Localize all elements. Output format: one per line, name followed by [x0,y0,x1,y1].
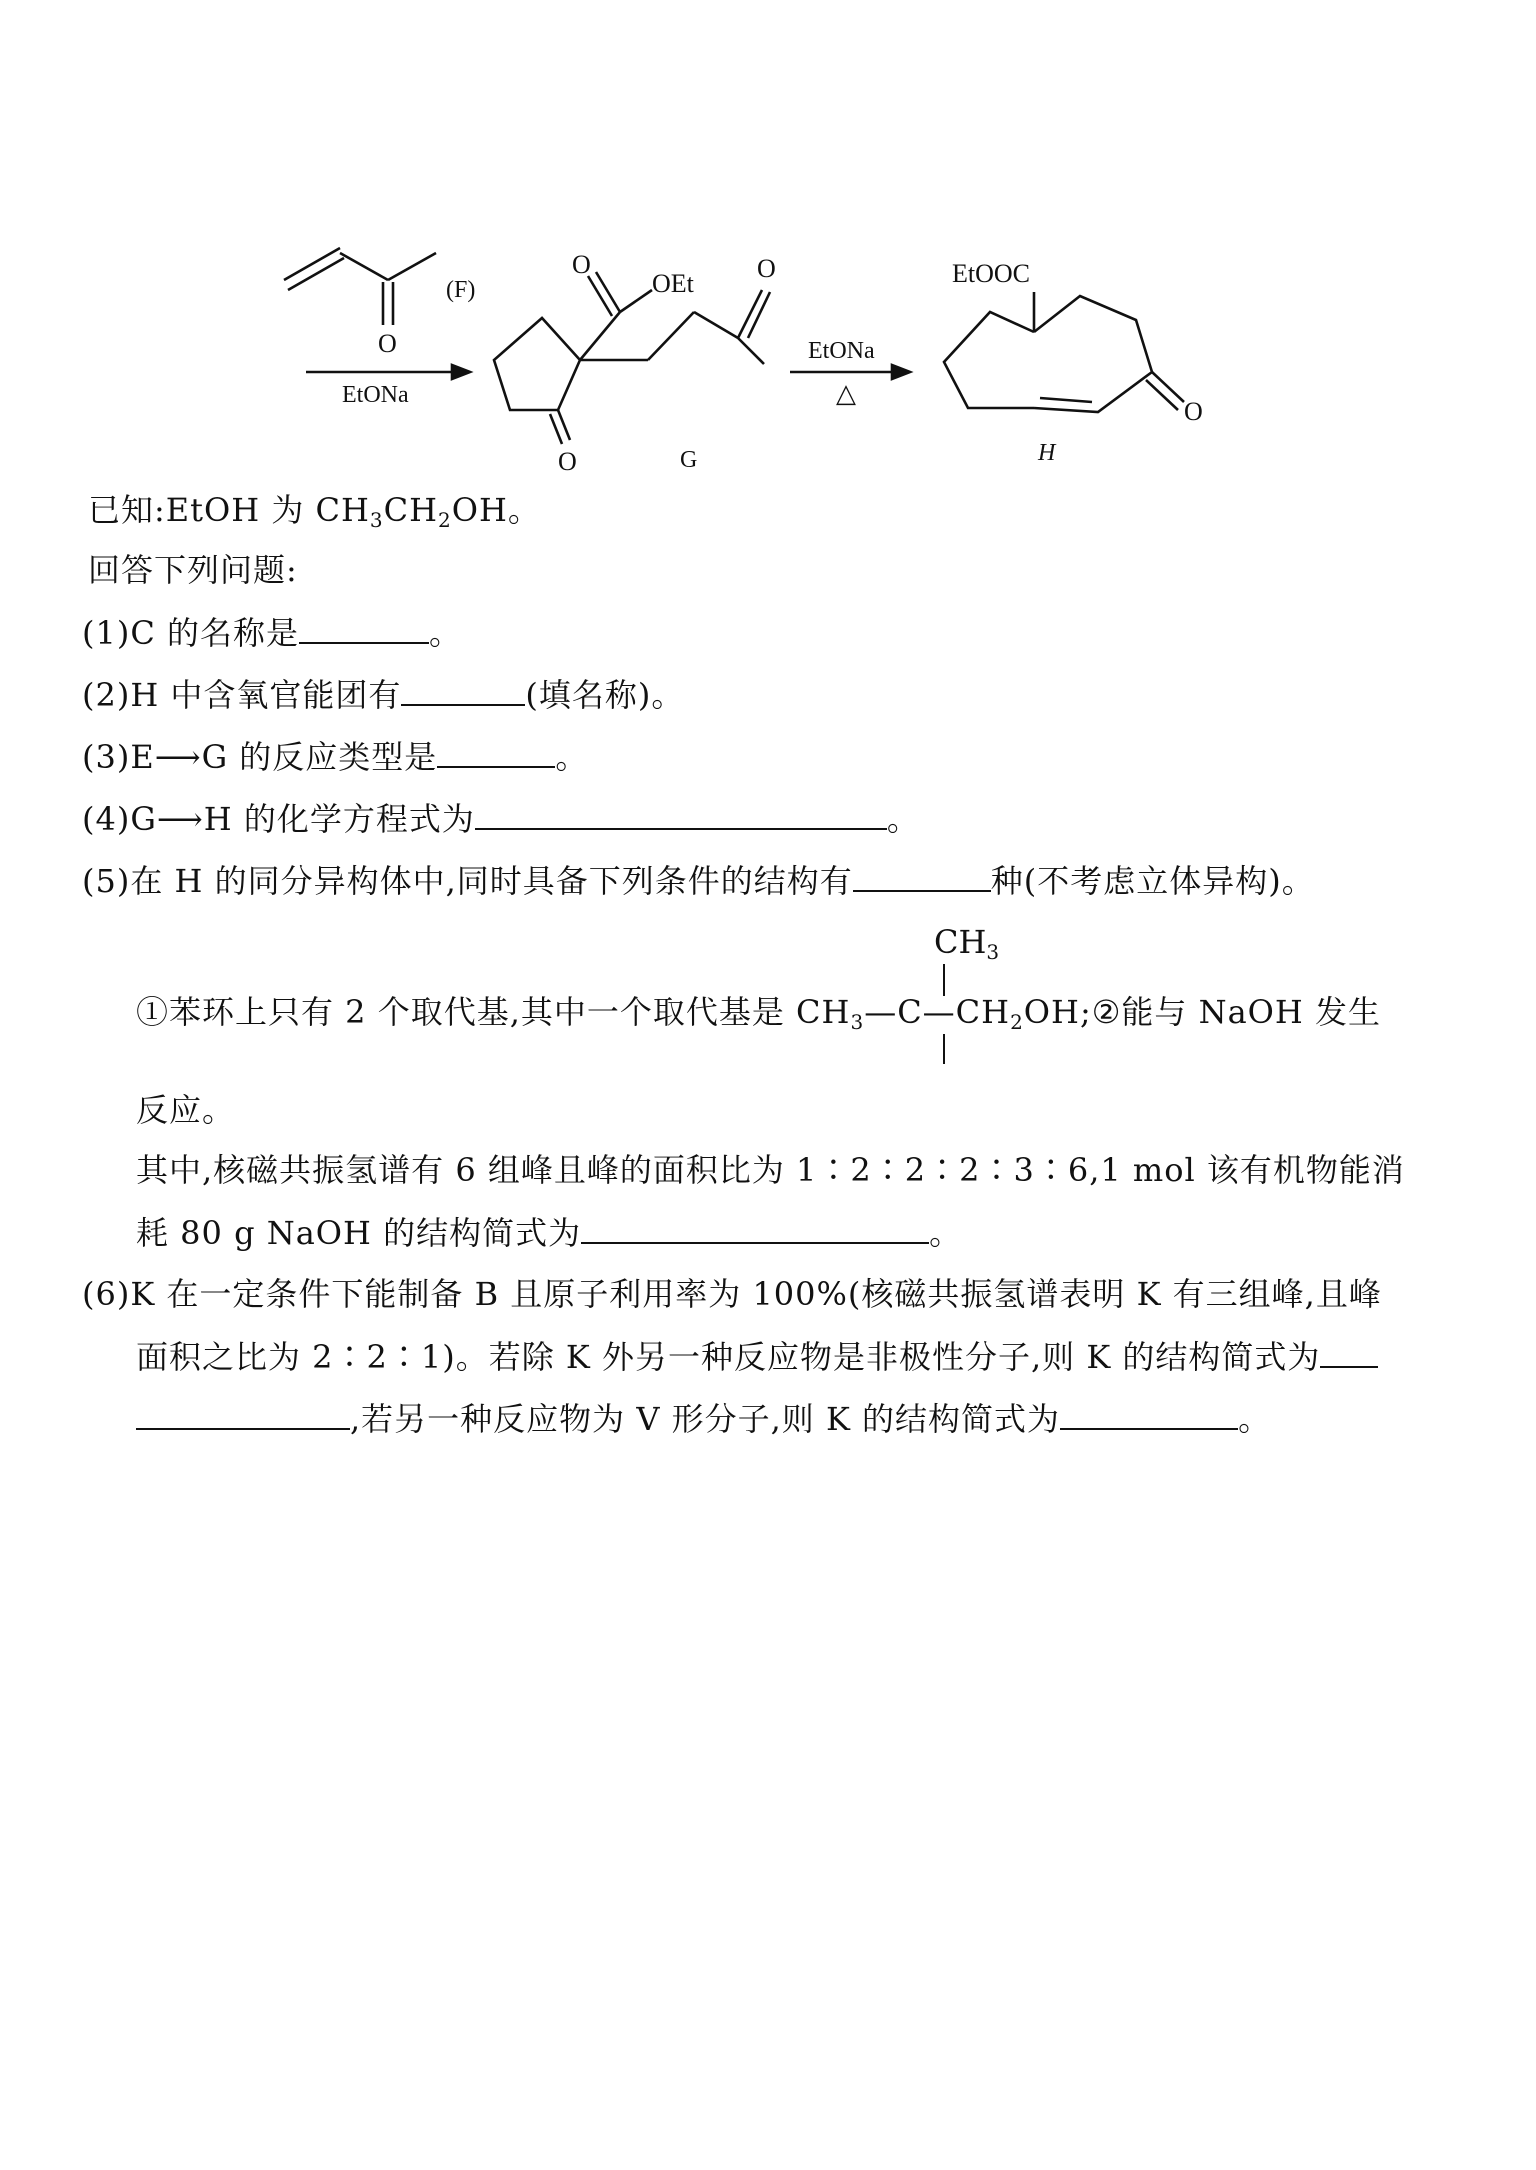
q5-line2-pre: 耗 80 g NaOH 的结构简式为 [136,1214,582,1252]
compound-f-structure [284,248,436,325]
q5-ch3-top [934,922,999,966]
known-suffix: OH。 [451,491,541,529]
q5-count-blank[interactable] [853,860,991,892]
q3-answer-blank[interactable] [437,736,555,768]
reagent-2: EtONa [808,338,875,364]
bond-dash: — [864,993,898,1031]
reaction-arrow-1 [306,365,470,379]
g-ester-o: O [572,250,591,279]
q1-text: (1)C 的名称是 [82,614,299,652]
g-side-o: O [757,254,776,283]
compound-g-structure [494,272,770,444]
known-statement [88,490,541,534]
q4-text: (4)G [82,800,157,838]
known-mid: CH [383,491,439,529]
known-prefix: 已知:EtOH 为 CH [88,491,370,529]
q4-answer-blank[interactable] [475,798,887,830]
q5-line2-post: 。 [929,1214,963,1252]
q5-cond-post: OH;②能与 NaOH 发生 [1023,993,1381,1031]
q6-answer-blank-1a[interactable] [1320,1336,1378,1368]
g-label: G [680,447,698,473]
known-sub1: 3 [369,508,384,532]
h-label: H [1038,440,1056,466]
bond-dash: — [922,993,956,1031]
q5-condition [136,992,1381,1036]
compound-h-structure [944,292,1184,412]
q5-ch3-top-text: CH [934,923,987,961]
q1-answer-blank[interactable] [299,612,429,644]
q6-line2-text: 面积之比为 2∶2∶1)。若除 K 外另一种反应物是非极性分子,则 K 的结构简式为 [136,1338,1321,1376]
q5-post: 种(不考虑立体异构)。 [990,862,1315,900]
reaction-scheme [0,0,1536,480]
q6-line-2 [136,1336,1378,1377]
q6-answer-blank-2[interactable] [1060,1398,1238,1430]
q3-text: (3)E [82,738,155,776]
heat-symbol: △ [836,379,856,408]
q2-answer-blank[interactable] [401,674,525,706]
q5-cond-sub2: 2 [1010,1010,1024,1034]
q2-post: (填名称)。 [525,676,685,714]
q6-line3-mid: ,若另一种反应物为 V 形分子,则 K 的结构简式为 [350,1400,1061,1438]
q5-structure-line [136,1212,962,1253]
question-5 [82,860,1315,901]
q3-mid: G 的反应类型是 [201,738,438,776]
arrow-icon: ⟶ [154,738,202,776]
question-4 [82,798,920,839]
q5-cond-mid: CH [955,993,1011,1031]
f-label: (F) [446,277,476,303]
q4-mid: H 的化学方程式为 [203,800,475,838]
q5-bond-bottom [943,1034,945,1064]
q4-post: 。 [886,800,920,838]
g-ketone-o: O [558,447,577,476]
question-2 [82,674,684,715]
q1-post: 。 [429,614,463,652]
question-3 [82,736,588,777]
q5-nmr-line: 其中,核磁共振氢谱有 6 组峰且峰的面积比为 1∶2∶2∶2∶3∶6,1 mol 该有机物能消 [136,1151,1405,1189]
q5-cond-pre: ①苯环上只有 2 个取代基,其中一个取代基是 CH [136,993,851,1031]
known-sub2: 2 [438,508,452,532]
q5-ch3-top-sub: 3 [986,940,1000,964]
reagent-1: EtONa [342,382,409,408]
question-6: (6)K 在一定条件下能制备 B 且原子利用率为 100%(核磁共振氢谱表明 K 有三组峰,且峰 [82,1275,1382,1313]
instruction: 回答下列问题: [88,551,298,589]
question-1 [82,612,462,653]
arrow-icon: ⟶ [156,800,204,838]
g-ester-oet: OEt [652,269,694,298]
reaction-arrow-2 [790,365,910,379]
h-ester: EtOOC [952,259,1030,288]
q5-cond-sub3: 3 [850,1010,865,1034]
q6-line-3 [136,1398,1271,1439]
h-ketone-o: O [1184,397,1203,426]
q5-structure-blank[interactable] [581,1212,929,1244]
q3-post: 。 [555,738,589,776]
q5-condition-cont: 反应。 [136,1091,236,1129]
f-oxygen: O [378,329,397,358]
q2-text: (2)H 中含氧官能团有 [82,676,402,714]
q6-answer-blank-1b[interactable] [136,1398,350,1430]
q5-cond-c: C [897,993,923,1031]
q5-text: (5)在 H 的同分异构体中,同时具备下列条件的结构有 [82,862,853,900]
q6-line3-post: 。 [1238,1400,1272,1438]
